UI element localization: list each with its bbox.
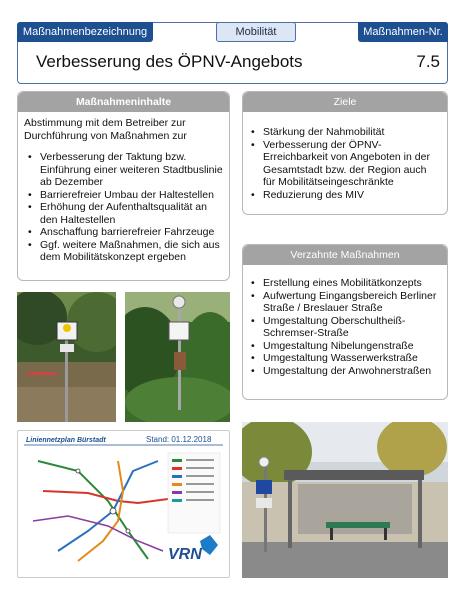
list-item: • Reduzierung des MIV	[251, 189, 441, 202]
list-item: • Umgestaltung Wasserwerkstraße	[251, 352, 441, 365]
list-item: • Umgestaltung der Anwohnerstraßen	[251, 365, 441, 378]
list-item: • Stärkung der Nahmobilität	[251, 126, 441, 139]
content-box-heading: Maßnahmeninhalte	[18, 92, 229, 112]
list-item: • Verbesserung der Taktung bzw. Einführung einer weiteren Stadtbuslinie ab Dezember	[28, 151, 223, 189]
list-item: • Umgestaltung Oberschultheiß-Schremser-Straße	[251, 315, 441, 340]
list-item: • Verbesserung der ÖPNV-Erreichbarkeit von Angeboten in der Gesamtstadt bzw. der Region auch für Mobilitätseingeschränkte	[251, 139, 441, 189]
content-intro: Abstimmung mit dem Betreiber zur Durchführung von Maßnahmen zur	[24, 117, 187, 142]
bus-shelter-photo	[242, 422, 448, 578]
vrn-logo: VRN	[168, 546, 202, 563]
map-title: Liniennetzplan Bürstadt	[26, 437, 106, 444]
bus-stop-photo-1	[17, 292, 116, 422]
list-item: • Umgestaltung Nibelungenstraße	[251, 340, 441, 353]
list-item: • Anschaffung barrierefreier Fahrzeuge	[28, 226, 223, 239]
content-list	[28, 151, 223, 264]
map-stand: Stand: 01.12.2018	[146, 435, 212, 444]
list-item: • Erstellung eines Mobilitätkonzepts	[251, 277, 441, 290]
linked-measures-heading: Verzahnte Maßnahmen	[243, 245, 447, 265]
measure-number: 7.5	[416, 52, 440, 71]
list-item: • Ggf. weitere Maßnahmen, die sich aus dem Mobilitätskonzept ergeben	[28, 239, 223, 264]
linked-measures-box	[242, 244, 448, 400]
page-title: Verbesserung des ÖPNV-Angebots	[36, 52, 303, 71]
goals-box	[242, 91, 448, 215]
bus-stop-photo-2	[125, 292, 230, 422]
list-item: • Aufwertung Eingangsbereich Berliner Straße / Breslauer Straße	[251, 290, 441, 315]
measure-number-tag: Maßnahmen-Nr.	[358, 22, 448, 42]
linked-measures-list	[243, 265, 447, 377]
network-map	[17, 430, 230, 578]
category-tag: Mobilität	[216, 22, 296, 42]
list-item: • Erhöhung der Aufenthaltsqualität an den Haltestellen	[28, 201, 223, 226]
goals-list	[243, 112, 447, 201]
list-item: • Barrierefreier Umbau der Haltestellen	[28, 189, 223, 202]
content-box	[17, 91, 230, 281]
measure-label-tag: Maßnahmenbezeichnung	[17, 22, 153, 42]
goals-box-heading: Ziele	[243, 92, 447, 112]
